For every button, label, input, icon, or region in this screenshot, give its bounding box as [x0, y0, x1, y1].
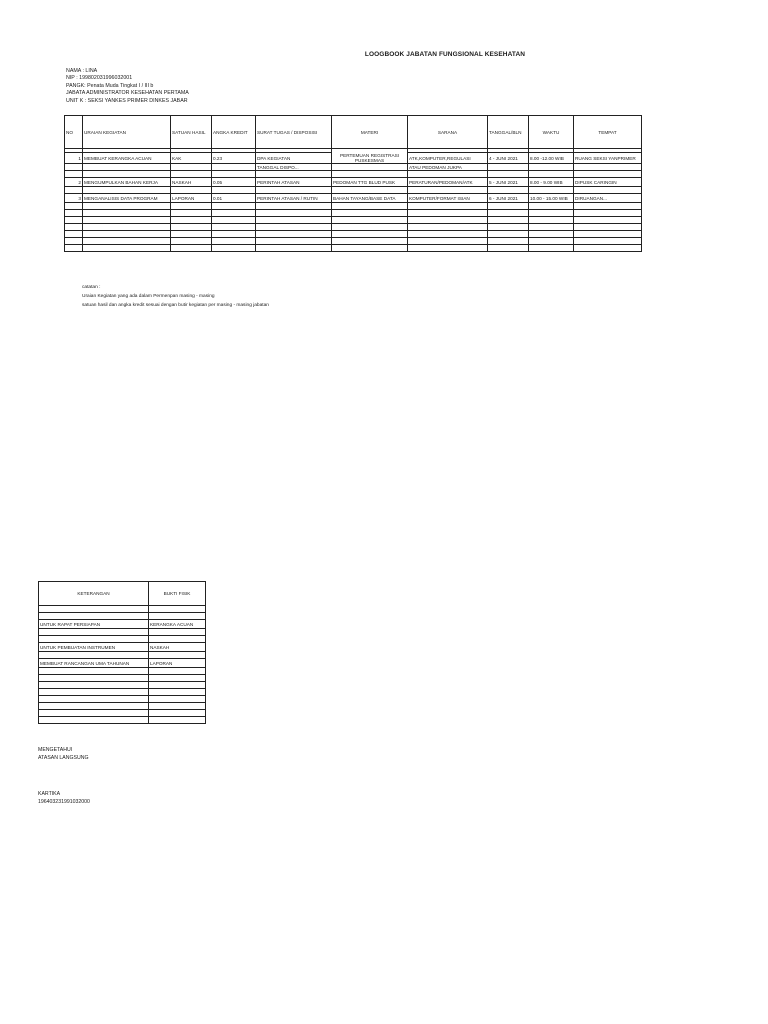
table-row — [65, 224, 642, 231]
cell-tempat: DIRUANGAN... — [574, 194, 642, 203]
signature-atasan: ATASAN LANGSUNG — [38, 755, 89, 761]
notes-label: catatan : — [82, 285, 101, 290]
header-waktu: WAKTU — [529, 116, 574, 149]
logbook-table — [64, 115, 642, 252]
table-row — [39, 613, 206, 620]
info-nama: NAMA : LINA — [66, 68, 98, 74]
table-row — [65, 164, 642, 171]
cell-sarana: ATK,KOMPUTER,REGULASI — [408, 153, 488, 164]
cell-sarana: KOMPUTER/FORMAT ISIAN — [408, 194, 488, 203]
cell-tanggal: 4 - JUNI 2021 — [488, 153, 529, 164]
header-satuan: SATUAN HASIL — [171, 116, 212, 149]
table-row — [39, 696, 206, 703]
cell-surat-extra: TANGGAL DISPO... — [256, 164, 332, 171]
cell-no: 3 — [65, 194, 83, 203]
header-angka: ANGKA KREDIT — [212, 116, 256, 149]
table-row — [39, 636, 206, 643]
table-header-row — [39, 582, 206, 606]
cell-surat: PERINTAH ATASAN / RUTIN — [256, 194, 332, 203]
cell-tanggal: 6 - JUNI 2021 — [488, 194, 529, 203]
cell-uraian: MEMBUAT KERANGKA ACUAN — [83, 153, 171, 164]
header-surat: SURAT TUGAS / DISPOSISI — [256, 116, 332, 149]
table-row — [39, 659, 206, 668]
table-row — [39, 620, 206, 629]
table-row — [65, 171, 642, 178]
cell-angka: 0.23 — [212, 153, 256, 164]
page-title: LOOGBOOK JABATAN FUNGSIONAL KESEHATAN — [364, 51, 526, 58]
header-tanggal: TANGGAL/BLN — [488, 116, 529, 149]
table-row — [65, 187, 642, 194]
header-bukti-fisik: BUKTI FISIK — [149, 582, 206, 606]
signature-mengetahui: MENGETAHUI — [38, 747, 73, 753]
cell-waktu: 10.00 - 15.00 WIB — [529, 194, 574, 203]
table-row — [39, 629, 206, 636]
signature-name: KARTIKA — [38, 791, 61, 797]
table-row — [65, 238, 642, 245]
notes-section — [82, 283, 269, 310]
cell-bukti: LAPORAN — [149, 659, 206, 668]
keterangan-table — [38, 581, 206, 724]
table-row — [65, 210, 642, 217]
notes-line-2: satuan hasil dan angka kredit sesuai dengan butir kegiatan per masing - masing jabatan — [82, 303, 269, 308]
cell-angka: 0.01 — [212, 194, 256, 203]
cell-surat: DPA KEGIATAN — [256, 153, 332, 164]
info-unit: UNIT K : SEKSI YANKES PRIMER DINKES JABAR — [66, 97, 188, 104]
table-row — [39, 703, 206, 710]
cell-materi: PEDOMAN TTG BLUD PUSK — [332, 178, 408, 187]
signature-identity — [38, 790, 90, 806]
cell-surat: PERINTAH ATASAN — [256, 178, 332, 187]
table-row — [39, 643, 206, 652]
cell-no: 1 — [65, 153, 83, 164]
cell-satuan: LAPORAN — [171, 194, 212, 203]
signature-nip: 196403231991032000 — [38, 799, 90, 805]
header-materi: MATERI — [332, 116, 408, 149]
table-row — [39, 606, 206, 613]
table-row — [65, 245, 642, 252]
header-no: NO — [65, 116, 83, 149]
info-jabatan: JABATA ADMINISTRATOR KESEHATAN PERTAMA — [66, 90, 189, 97]
header-sarana: SARANA — [408, 116, 488, 149]
table-row — [39, 652, 206, 659]
cell-no: 2 — [65, 178, 83, 187]
cell-materi: BAHAN TAYANG/BASE DATA — [332, 194, 408, 203]
table-row — [65, 178, 642, 187]
table-row — [65, 231, 642, 238]
table-row — [65, 194, 642, 203]
cell-angka: 0.05 — [212, 178, 256, 187]
table-row — [39, 717, 206, 724]
table-row — [39, 682, 206, 689]
table-row — [65, 203, 642, 210]
header-keterangan: KETERANGAN — [39, 582, 149, 606]
cell-waktu: 8.00 -12.00 WIB — [529, 153, 574, 164]
table-header-row — [65, 116, 642, 149]
cell-uraian: MENGUMPULKAN BAHAN KERJA — [83, 178, 171, 187]
cell-bukti: NASKAH — [149, 643, 206, 652]
cell-tempat: RUANG SEKSI YANPRIMER — [574, 153, 642, 164]
cell-keterangan: UNTUK PEMBUATAN INSTRUMEN — [39, 643, 149, 652]
cell-sarana: PERATURAN/PEDOMAN/ATK — [408, 178, 488, 187]
cell-materi: PERTEMUAN REGISTRASI PUSKESMAS — [332, 149, 408, 164]
table-row — [39, 675, 206, 682]
cell-keterangan: UNTUK RAPAT PERSIAPAN — [39, 620, 149, 629]
table-row — [65, 217, 642, 224]
cell-bukti: KERANGKA ACUAN — [149, 620, 206, 629]
cell-sarana-extra: ATAU PEDOMAN JUKPA — [408, 164, 488, 171]
header-uraian: URAIAN KEGIATAN — [83, 116, 171, 149]
cell-uraian: MENGANALISIS DATA PROGRAM — [83, 194, 171, 203]
cell-tempat: DIPUSK CARINGIN — [574, 178, 642, 187]
header-tempat: TEMPAT — [574, 116, 642, 149]
cell-satuan: KAK — [171, 153, 212, 164]
cell-satuan: NASKAH — [171, 178, 212, 187]
cell-keterangan: MEMBUAT RANCANGAN UMA TAHUNAN — [39, 659, 149, 668]
signature-block — [38, 746, 89, 762]
table-row — [39, 668, 206, 675]
info-nip: NIP : 199802031996032001 — [66, 75, 133, 82]
notes-line-1: Uraian Kegiatan yang ada dalam Permenpan masing - masing — [82, 294, 215, 299]
table-row — [39, 710, 206, 717]
table-row — [39, 689, 206, 696]
cell-waktu: 8.00 - 9.00 WIB — [529, 178, 574, 187]
info-pangkat: PANGK: Penata Muda Tingkat I / III b — [66, 82, 154, 89]
employee-info — [66, 68, 189, 105]
cell-tanggal: 5 - JUNI 2021 — [488, 178, 529, 187]
